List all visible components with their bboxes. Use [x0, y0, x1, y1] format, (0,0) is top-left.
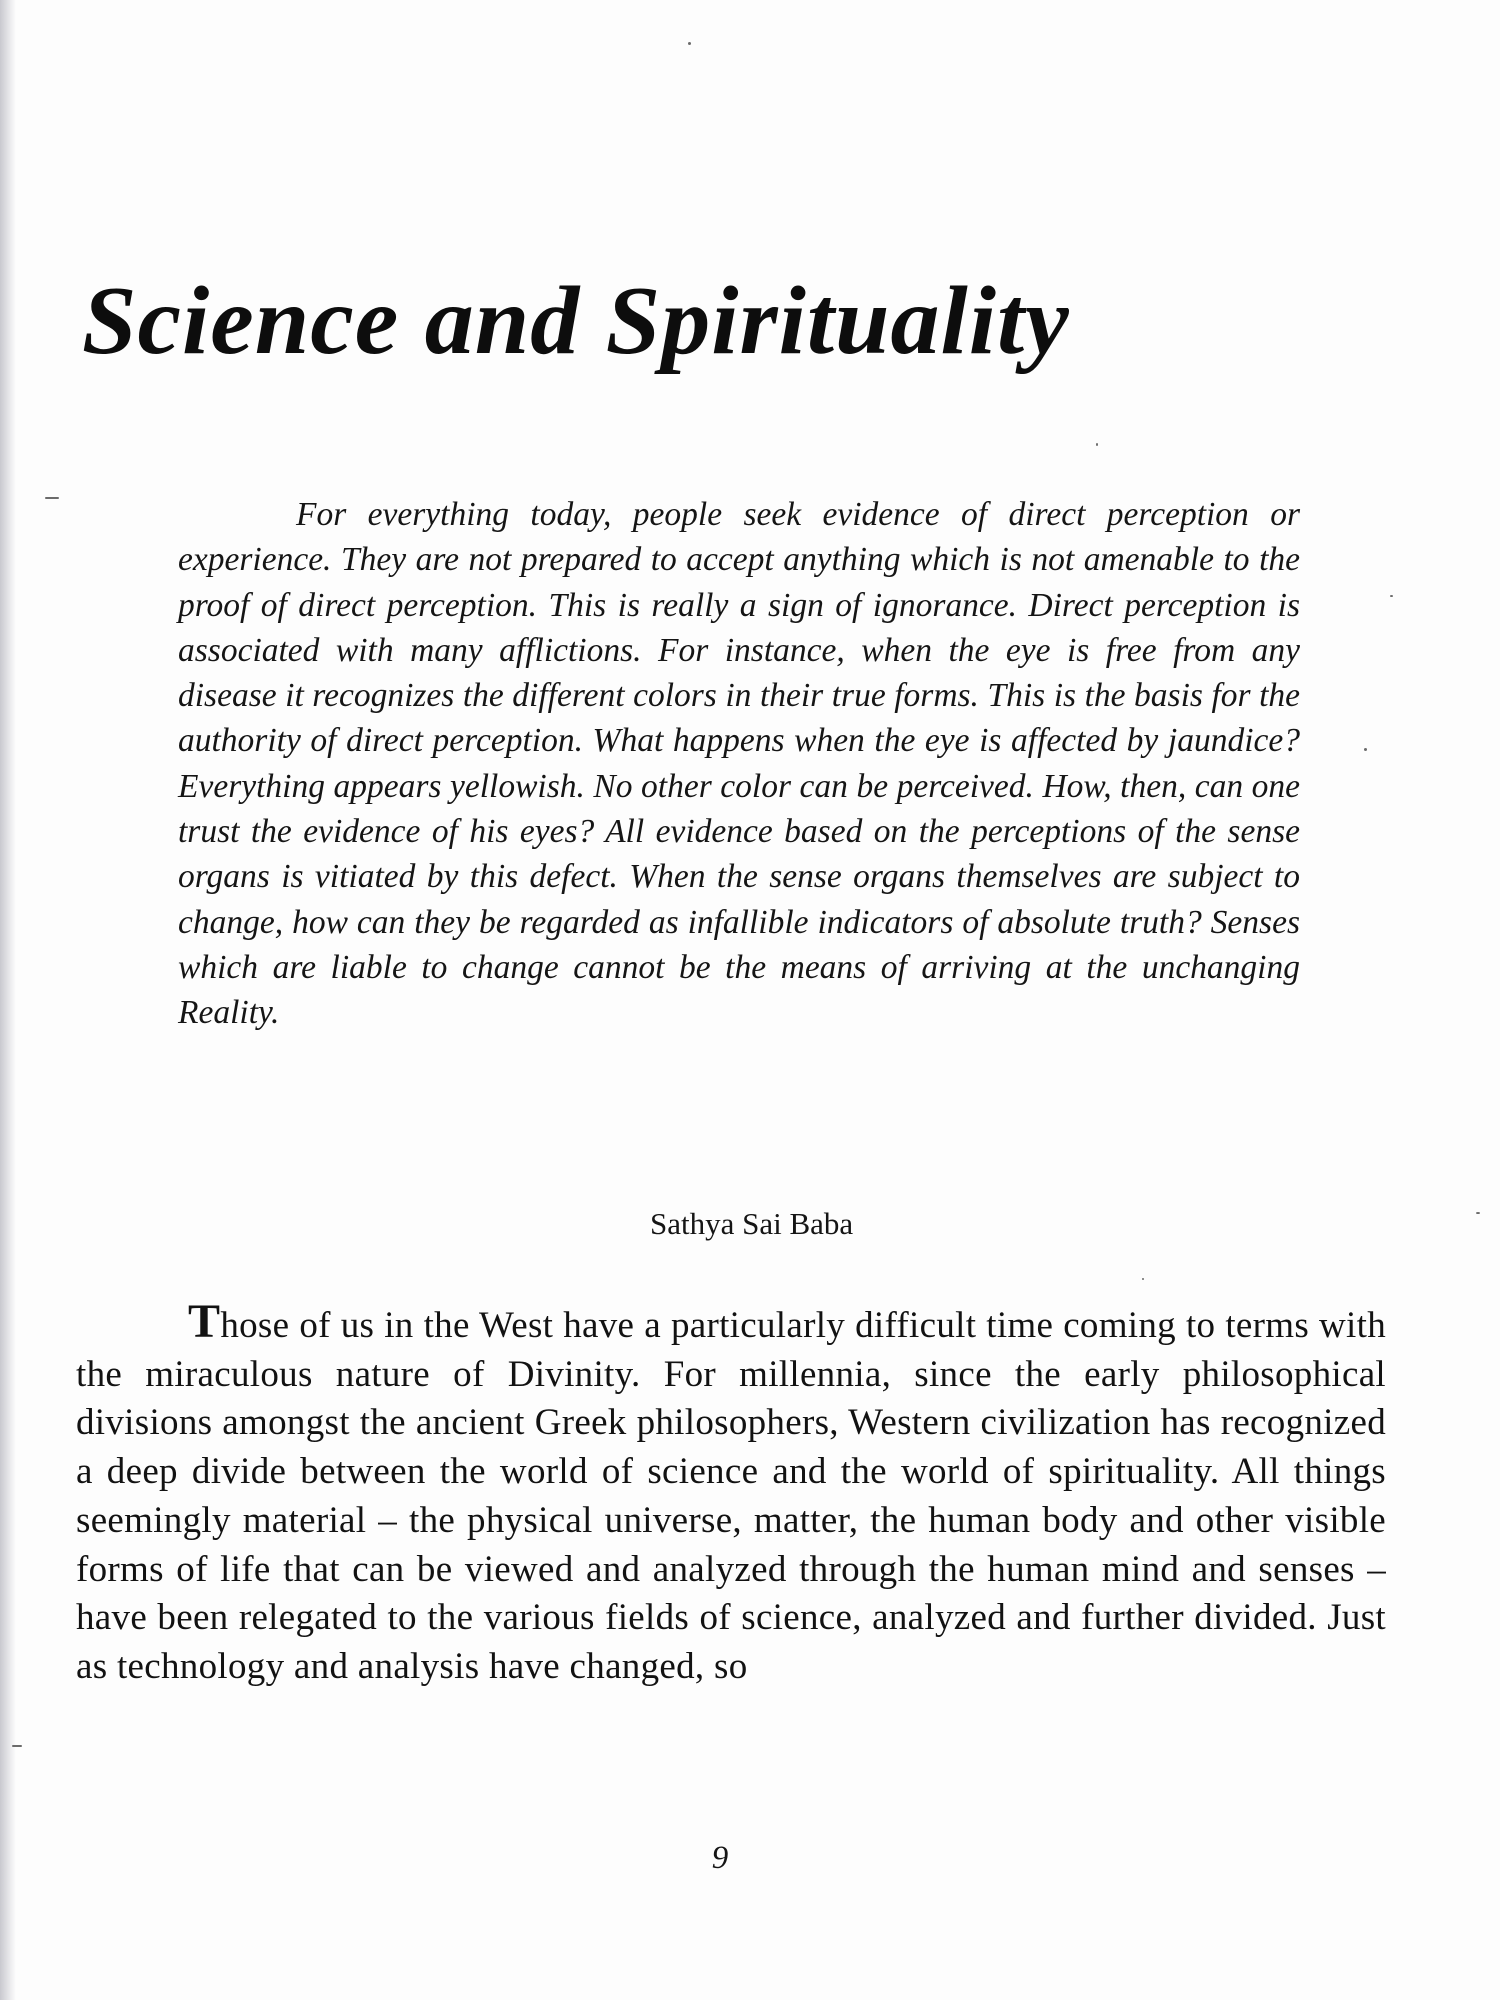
scan-speck	[45, 497, 59, 499]
scan-speck	[1096, 443, 1098, 446]
page-edge-shadow	[0, 0, 16, 2000]
scan-speck	[1390, 595, 1393, 597]
scan-speck	[1142, 1278, 1144, 1280]
drop-cap: T	[188, 1295, 221, 1348]
chapter-title: Science and Spirituality	[82, 267, 1070, 375]
scan-speck	[688, 42, 691, 45]
scan-speck	[1364, 748, 1367, 751]
epigraph-attribution: Sathya Sai Baba	[650, 1206, 854, 1241]
scan-speck	[12, 1745, 22, 1747]
scan-speck	[1476, 1212, 1480, 1214]
page-number: 9	[711, 1840, 729, 1876]
body-paragraph-text: hose of us in the West have a particularly difficult time coming to terms with the miraculous nature of Divinity. For millennia, since the early philosophical divisions amongst the ancient Greek philosophers, Western civilization has recognized a deep divide between the world of science and the world of spirituality. All things seemingly material – the physical universe, matter, the human body and other visible forms of life that can be viewed and analyzed through the human mind and senses – have been relegated to the various fields of science, analyzed and further divided. Just as technology and analysis have changed, so	[76, 1305, 1386, 1687]
body-paragraph	[76, 1295, 1386, 1692]
epigraph-quote: For everything today, people seek evidence of direct perception or experience. They are not prepared to accept anything which is not amenable to the proof of direct perception. This is really a sign of ignorance. Direct perception is associated with many afflictions. For instance, when the eye is free from any disease it recognizes the different colors in their true forms. This is the basis for the authority of direct perception. What happens when the eye is affected by jaundice? Everything appears yellowish. No other color can be perceived. How, then, can one trust the evidence of his eyes? All evidence based on the perceptions of the sense organs is vitiated by this defect. When the sense organs themselves are subject to change, how can they be regarded as infallible indicators of absolute truth? Senses which are liable to change cannot be the means of arriving at the unchanging Reality.	[178, 496, 1300, 1032]
